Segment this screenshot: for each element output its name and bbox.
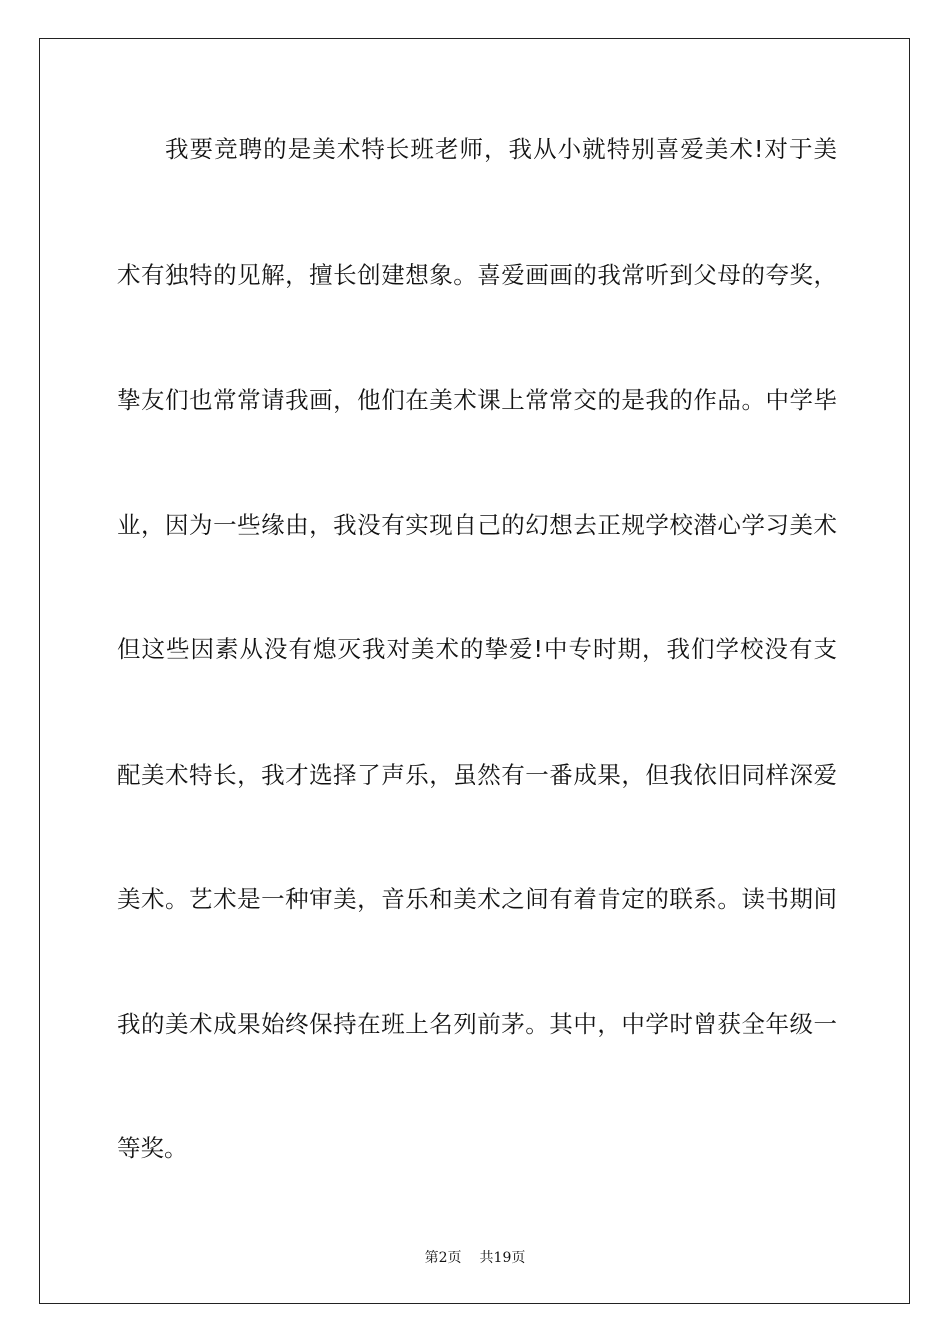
page-border <box>39 38 910 1304</box>
paragraph-line: 但这些因素从没有熄灭我对美术的挚爱!中专时期，我们学校没有支 <box>117 635 837 663</box>
paragraph-line: 业，因为一些缘由，我没有实现自己的幻想去正规学校潜心学习美术 <box>117 511 837 539</box>
page-total: 共19页 <box>479 1250 526 1266</box>
page-number: 第2页 <box>424 1250 462 1266</box>
paragraph-line: 配美术特长，我才选择了声乐，虽然有一番成果，但我依旧同样深爱 <box>117 761 837 789</box>
page-footer <box>0 1247 950 1267</box>
paragraph-line: 我要竞聘的是美术特长班老师，我从小就特别喜爱美术!对于美 <box>165 135 837 163</box>
paragraph-line: 我的美术成果始终保持在班上名列前茅。其中，中学时曾获全年级一 <box>117 1010 837 1038</box>
paragraph-line: 术有独特的见解，擅长创建想象。喜爱画画的我常听到父母的夸奖， <box>117 261 837 289</box>
paragraph-line: 美术。艺术是一种审美，音乐和美术之间有着肯定的联系。读书期间 <box>117 885 837 913</box>
paragraph-line: 挚友们也常常请我画，他们在美术课上常常交的是我的作品。中学毕 <box>117 386 837 414</box>
paragraph-line: 等奖。 <box>117 1134 188 1162</box>
